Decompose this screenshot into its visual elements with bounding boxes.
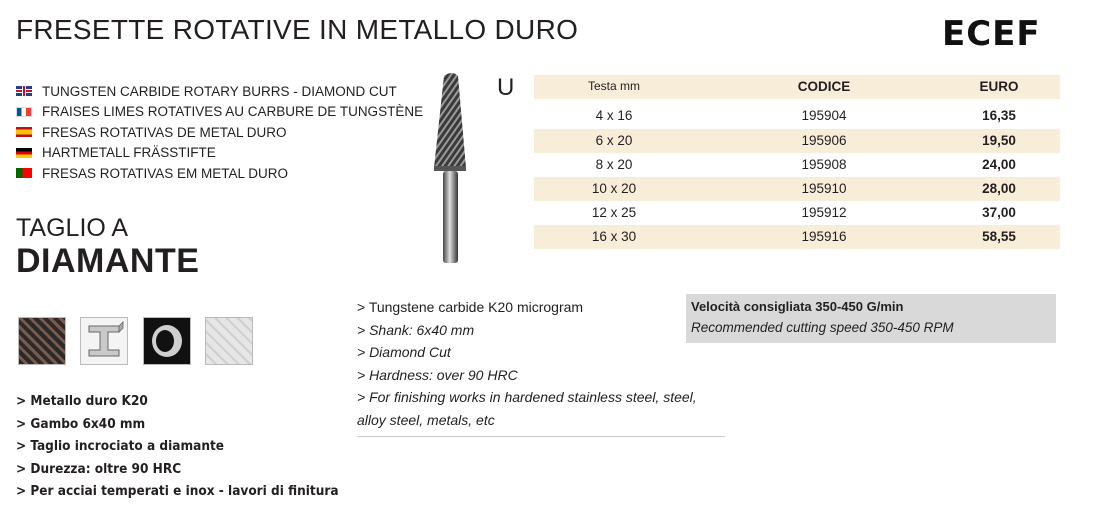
header-code: CODICE — [797, 79, 851, 94]
language-row-en — [16, 81, 423, 102]
steel-mesh-icon — [18, 317, 66, 365]
language-row-es — [16, 122, 423, 143]
cell-size: 10 x 20 — [591, 181, 637, 196]
specs-english — [357, 299, 725, 437]
uk-flag-icon — [16, 86, 32, 96]
germany-flag-icon — [16, 148, 32, 158]
cut-type-label: TAGLIO A — [16, 214, 129, 242]
spain-flag-icon — [16, 127, 32, 137]
cut-type-name: DIAMANTE — [16, 242, 200, 280]
cell-code: 195906 — [801, 133, 847, 148]
feature-item: > Durezza: oltre 90 HRC — [16, 460, 182, 477]
feature-item: > Gambo 6x40 mm — [16, 415, 146, 432]
cell-price: 37,00 — [982, 205, 1016, 220]
cell-size: 6 x 20 — [595, 133, 633, 148]
spec-item: > Hardness: over 90 HRC — [357, 366, 518, 383]
feature-item: > Taglio incrociato a diamante — [16, 438, 225, 454]
table-row — [534, 153, 1060, 177]
shape-letter: U — [497, 74, 515, 101]
cell-size: 12 x 25 — [591, 205, 637, 220]
spec-item: > Shank: 6x40 mm — [357, 321, 475, 338]
table-row — [534, 104, 1060, 128]
cell-code: 195912 — [801, 205, 847, 220]
table-row — [534, 225, 1060, 249]
diamond-plate-icon — [205, 317, 253, 365]
table-header — [534, 75, 1060, 99]
language-text-en: TUNGSTEN CARBIDE ROTARY BURRS - DIAMOND CUT — [42, 83, 397, 99]
table-row — [534, 177, 1060, 201]
spec-item: alloy steel, metals, etc — [357, 411, 495, 428]
page-title: FRESETTE ROTATIVE IN METALLO DURO — [16, 14, 579, 45]
speed-english: Recommended cutting speed 350-450 RPM — [691, 320, 954, 335]
cell-code: 195908 — [801, 157, 847, 172]
cell-size: 16 x 30 — [591, 229, 637, 244]
table-row — [534, 129, 1060, 153]
cell-size: 4 x 16 — [595, 108, 633, 123]
language-text-es: FRESAS ROTATIVAS DE METAL DURO — [42, 124, 287, 140]
features-italian — [16, 393, 339, 506]
cell-price: 24,00 — [982, 157, 1016, 172]
language-row-de — [16, 143, 423, 164]
brand-logo: ECEF — [942, 14, 1041, 54]
steel-ring-icon — [143, 317, 191, 365]
portugal-flag-icon — [16, 168, 32, 178]
cell-code: 195910 — [801, 181, 847, 196]
language-row-pt — [16, 163, 423, 184]
language-text-de: HARTMETALL FRÄSSTIFTE — [42, 145, 216, 161]
cell-price: 16,35 — [982, 108, 1016, 123]
header-size: Testa mm — [587, 79, 640, 93]
feature-item: > Metallo duro K20 — [16, 393, 148, 409]
language-text-fr: FRAISES LIMES ROTATIVES AU CARBURE DE TUNGSTÈNE — [42, 104, 424, 120]
steel-beam-icon — [80, 317, 128, 365]
speed-italian: Velocità consigliata 350-450 G/min — [691, 299, 904, 314]
cell-code: 195904 — [801, 108, 847, 123]
language-list — [16, 81, 423, 184]
cutting-speed-box — [686, 294, 1056, 343]
language-row-fr — [16, 102, 423, 123]
table-row — [534, 201, 1060, 225]
language-text-pt: FRESAS ROTATIVAS EM METAL DURO — [42, 165, 289, 181]
feature-item: > Per acciai temperati e inox - lavori di finitura — [16, 483, 339, 499]
spec-item: > For finishing works in hardened stainless steel, steel, — [357, 389, 697, 405]
spec-item: > Tungstene carbide K20 microgram — [357, 299, 584, 315]
header-price: EURO — [979, 79, 1019, 94]
cell-price: 28,00 — [982, 181, 1016, 196]
rotary-burr-image — [418, 68, 488, 268]
cell-price: 19,50 — [982, 133, 1016, 148]
cell-size: 8 x 20 — [595, 157, 633, 172]
spec-item: > Diamond Cut — [357, 344, 451, 360]
cell-code: 195916 — [801, 229, 847, 244]
cell-price: 58,55 — [982, 229, 1016, 244]
france-flag-icon — [16, 107, 32, 117]
